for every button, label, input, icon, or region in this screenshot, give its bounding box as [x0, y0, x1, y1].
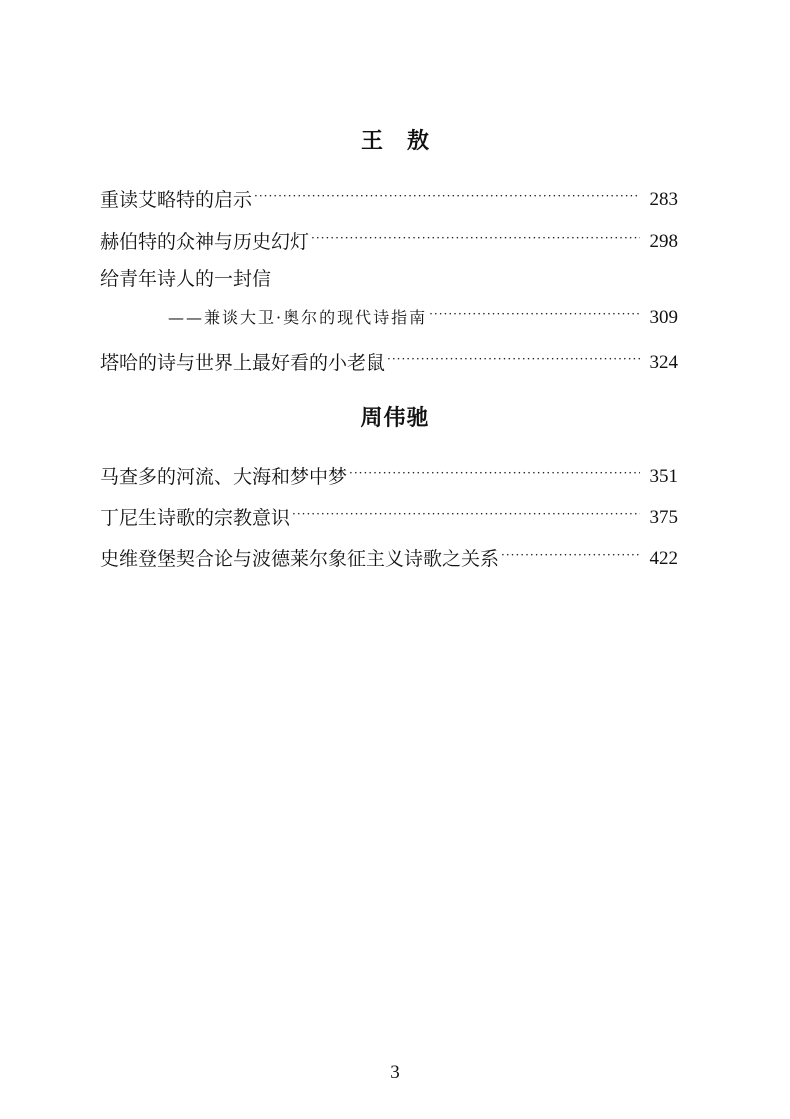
leader-dots: [349, 461, 640, 485]
toc-entry[interactable]: [100, 459, 678, 489]
toc-entry[interactable]: [100, 224, 678, 254]
toc-entry-title: 马查多的河流、大海和梦中梦: [100, 466, 348, 488]
toc-entry-page: 283: [649, 189, 678, 210]
toc-entry[interactable]: [100, 500, 678, 530]
toc-entry-title: 塔哈的诗与世界上最好看的小老鼠: [100, 352, 386, 374]
page-number: 3: [390, 1062, 400, 1083]
leader-dots: [387, 347, 640, 371]
toc-entry-title: 赫伯特的众神与历史幻灯: [100, 231, 310, 253]
toc-entry-title: 重读艾略特的启示: [100, 189, 253, 211]
leader-dots: [429, 302, 640, 326]
toc-entry[interactable]: [100, 541, 678, 571]
toc-entry-page: 309: [649, 307, 678, 328]
toc-entry-subtitle[interactable]: [168, 300, 678, 330]
section-author-wang-ao: 王敖: [360, 128, 453, 154]
toc-entry-page: 422: [649, 548, 678, 569]
leader-dots: [254, 184, 640, 208]
toc-entry-page: 351: [649, 466, 678, 487]
toc-entry-page: 324: [649, 352, 678, 373]
leader-dots: [311, 226, 640, 250]
toc-entry-page: 298: [649, 231, 678, 252]
toc-entry[interactable]: [100, 345, 678, 375]
toc-entry-title: 史维登堡契合论与波德莱尔象征主义诗歌之关系: [100, 548, 500, 570]
toc-entry-page: 375: [649, 507, 678, 528]
toc-entry[interactable]: [100, 182, 678, 212]
leader-dots: [292, 502, 640, 526]
toc-entry-title: 丁尼生诗歌的宗教意识: [100, 507, 291, 529]
leader-dots: [501, 543, 640, 567]
toc-entry-title: 给青年诗人的一封信: [100, 268, 272, 290]
section-author-zhou-weichi: 周伟驰: [360, 405, 430, 431]
toc-entry-subtitle-text: ——兼谈大卫·奥尔的现代诗指南: [168, 308, 428, 327]
toc-entry-heading[interactable]: [100, 261, 678, 291]
